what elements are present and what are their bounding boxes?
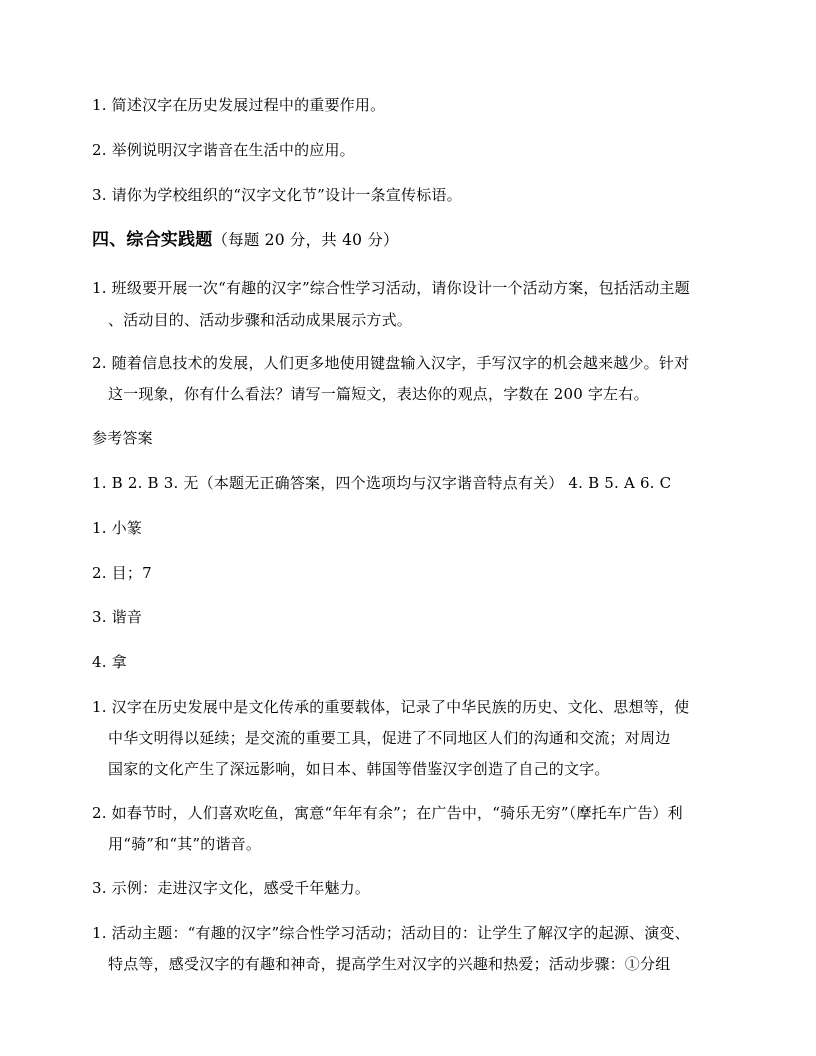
answer-line: 1. 小篆 [92, 519, 143, 537]
question-line: 3. 请你为学校组织的“汉字文化节”设计一条宣传标语。 [92, 186, 462, 204]
answer-line: 1. 汉字在历史发展中是文化传承的重要载体，记录了中华民族的历史、文化、思想等，使 [92, 698, 690, 716]
answer-line-cont: 国家的文化产生了深远影响，如日本、韩国等借鉴汉字创造了自己的文字。 [108, 760, 610, 778]
answer-line-cont: 中华文明得以延续；是交流的重要工具，促进了不同地区人们的沟通和交流；对周边 [108, 729, 671, 747]
question-line: 2. 随着信息技术的发展，人们更多地使用键盘输入汉字，手写汉字的机会越来越少。针对 [92, 354, 690, 372]
question-line: 1. 班级要开展一次“有趣的汉字”综合性学习活动，请你设计一个活动方案，包括活动主题 [92, 279, 690, 297]
answer-line: 2. 目；7 [92, 564, 152, 582]
answer-line-cont: 用“骑”和“其”的谐音。 [108, 835, 262, 853]
section-heading [92, 230, 399, 250]
answer-line: 1. B 2. B 3. 无（本题无正确答案，四个选项均与汉字谐音特点有关） 4. B 5. A 6. C [92, 474, 672, 492]
answer-line: 3. 示例：走进汉字文化，感受千年魅力。 [92, 879, 371, 897]
question-line: 1. 简述汉字在历史发展过程中的重要作用。 [92, 96, 386, 114]
answer-line: 2. 如春节时，人们喜欢吃鱼，寓意“年年有余”；在广告中，“骑乐无穷”（摩托车广告）利 [92, 804, 683, 822]
answers-heading: 参考答案 [92, 429, 153, 447]
section-score-note: （每题 20 分，共 40 分） [212, 231, 399, 249]
question-line: 2. 举例说明汉字谐音在生活中的应用。 [92, 141, 355, 159]
answer-line: 1. 活动主题：“有趣的汉字”综合性学习活动；活动目的：让学生了解汉字的起源、演变、 [92, 924, 690, 942]
question-line-cont: 这一现象，你有什么看法？请写一篇短文，表达你的观点，字数在 200 字左右。 [108, 385, 649, 403]
question-line-cont: 、活动目的、活动步骤和活动成果展示方式。 [108, 311, 413, 329]
answer-line: 4. 拿 [92, 653, 127, 671]
section-title: 四、综合实践题 [92, 230, 213, 250]
answer-line-cont: 特点等，感受汉字的有趣和神奇，提高学生对汉字的兴趣和热爱；活动步骤：①分组 [108, 955, 671, 973]
answer-line: 3. 谐音 [92, 608, 143, 626]
